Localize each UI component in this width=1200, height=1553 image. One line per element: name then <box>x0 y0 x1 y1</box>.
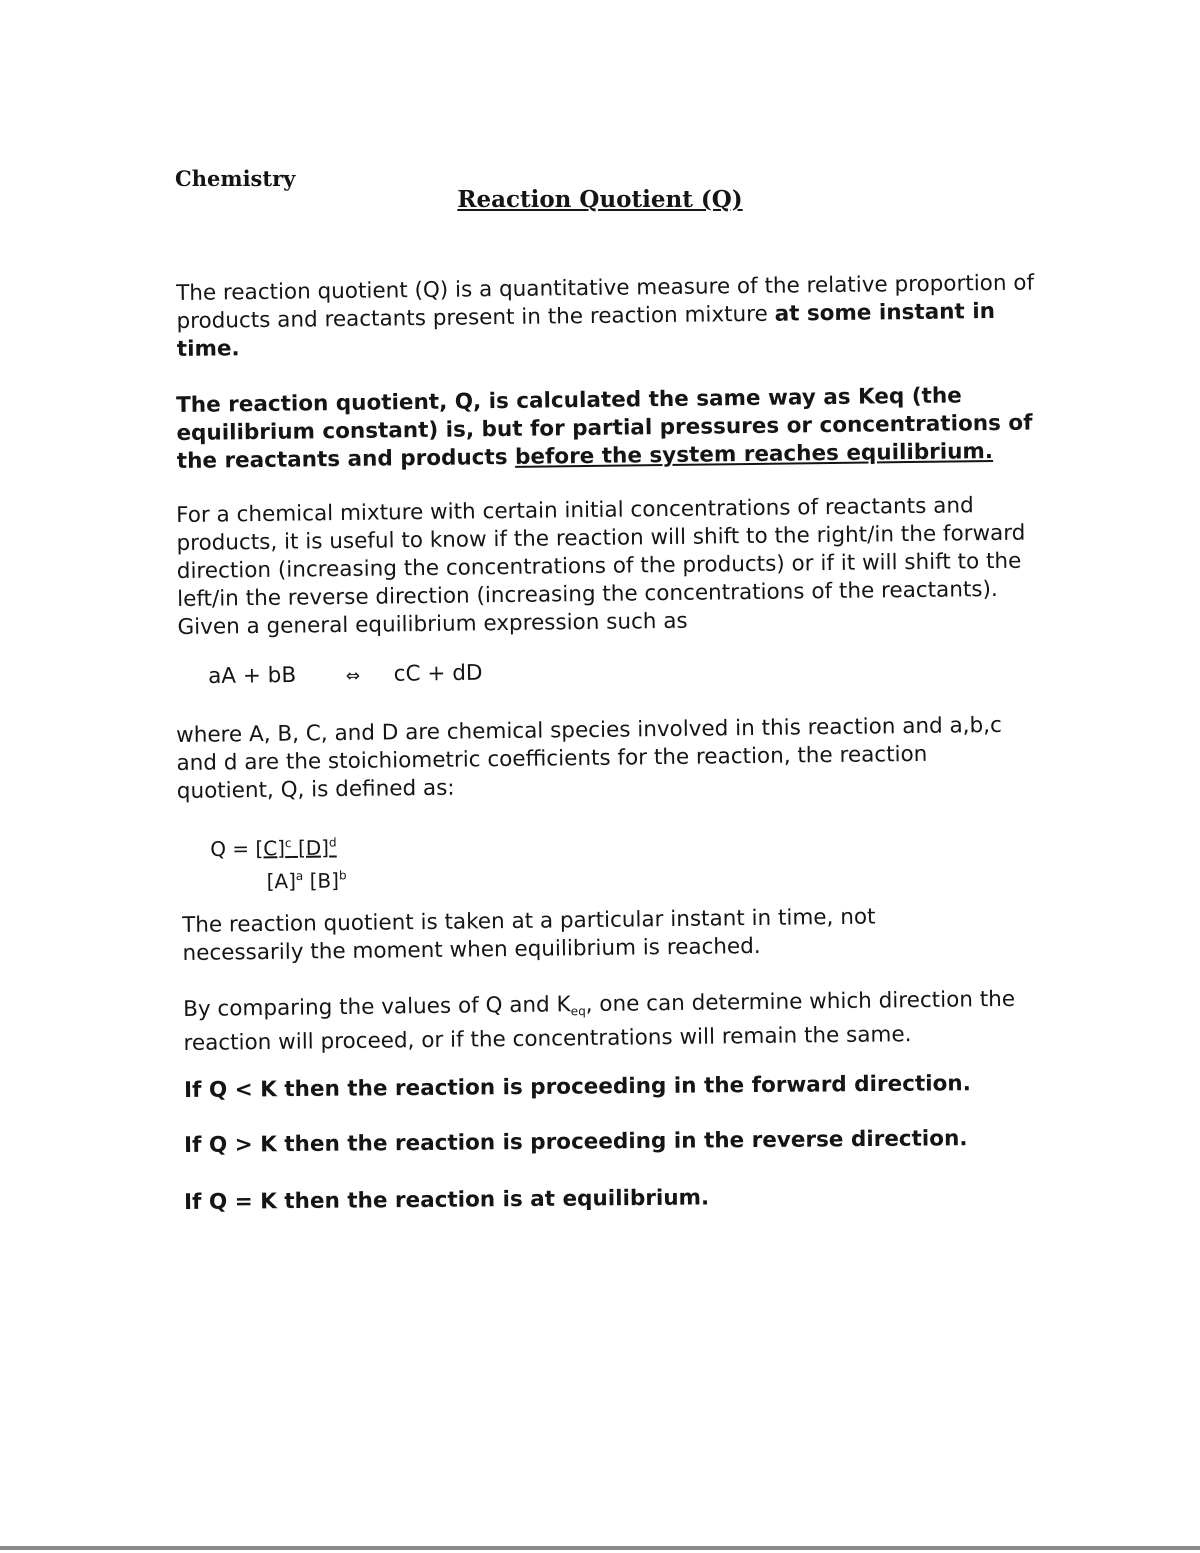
paragraph-calculation <box>176 381 1057 476</box>
denominator-a-exponent: a <box>295 868 304 883</box>
paragraph-instant: The reaction quotient is taken at a particular instant in time, not necessarily the moment when equilibrium is reached. <box>182 904 876 966</box>
subject-label: Chemistry <box>175 166 296 191</box>
paragraph-definition-text: The reaction quotient (Q) is a quantitative measure of the relative proportion of products and reactants present in the reaction mixture <box>176 270 1035 334</box>
rule-equilibrium: If Q = K then the reaction is at equilibrium. <box>184 1185 710 1215</box>
numerator-c-exponent: c <box>284 836 292 851</box>
equation-products: cC + dD <box>393 660 483 687</box>
paragraph-definition-emphasis: at some instant in time. <box>176 298 996 362</box>
comparison-text-end: , one can determine which direction the reaction will proceed, or if the concentrations will remain the same. <box>183 986 1016 1056</box>
formula-numerator-line <box>210 828 346 863</box>
formula-lhs: Q = <box>210 836 256 861</box>
equilibrium-arrow-icon: ⇔ <box>345 666 361 687</box>
equation-reactants: aA + bB <box>208 662 297 689</box>
comparison-text-start: By comparing the values of Q and K <box>183 992 571 1022</box>
paragraph-definition <box>176 269 1057 364</box>
numerator-d-exponent: d <box>328 835 337 850</box>
denominator-a: [A] <box>266 868 297 894</box>
page-title: Reaction Quotient (Q) <box>457 186 743 213</box>
paragraph-comparison <box>183 985 1054 1058</box>
formula-denominator <box>210 861 346 896</box>
q-formula <box>210 828 347 896</box>
paragraph-species: where A, B, C, and D are chemical species involved in this reaction and a,b,c and d are the stoichiometric coefficients for the reaction, the reaction quotient, Q, is defined as: <box>176 712 1002 804</box>
keq-subscript: eq <box>570 1004 586 1019</box>
denominator-b: [B] <box>303 868 340 893</box>
numerator-d: [D] <box>291 835 330 861</box>
paragraph-direction: For a chemical mixture with certain initial concentrations of reactants and products, it is useful to know if the reaction will shift to the right/in the forward direction (increasing the concentrations of the products) or if it will shift to the left/in the reverse direction (increasing the concentrations of the reactants). Given a general equilibrium expression such as <box>176 493 1026 640</box>
formula-numerator <box>255 835 336 860</box>
paragraph-calculation-underlined: before the system reaches equilibrium. <box>514 439 994 470</box>
scan-bottom-edge <box>0 1546 1200 1550</box>
rule-forward: If Q < K then the reaction is proceeding in the forward direction. <box>184 1071 971 1103</box>
denominator-b-exponent: b <box>338 868 347 883</box>
rule-reverse: If Q > K then the reaction is proceeding in the reverse direction. <box>184 1126 968 1158</box>
numerator-c: [C] <box>255 836 286 861</box>
paragraph-calculation-text: The reaction quotient, Q, is calculated the same way as Keq (the equilibrium constant) is, but for partial pressures or concentrations of the reactants and products <box>176 383 1033 474</box>
general-equation <box>208 661 483 689</box>
